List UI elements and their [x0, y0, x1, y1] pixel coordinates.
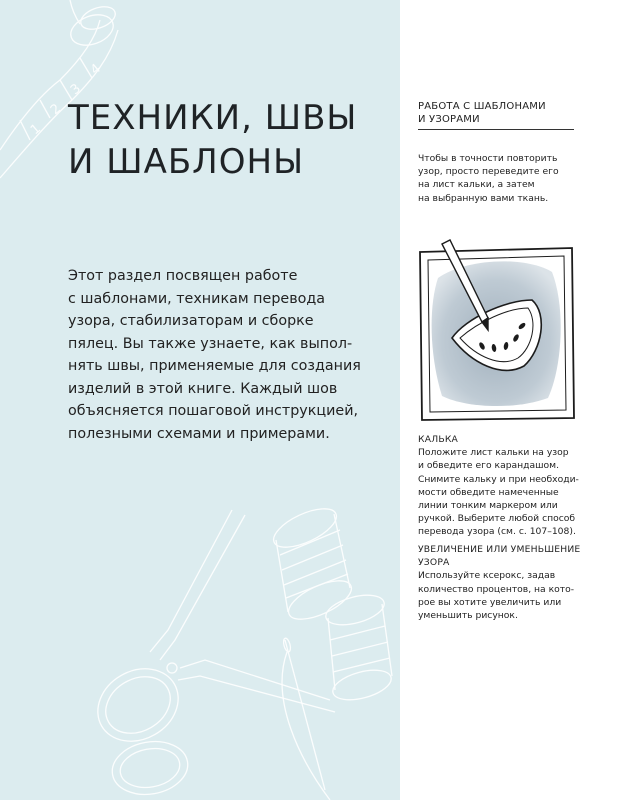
- intro-line: полезными схемами и примерами.: [68, 425, 330, 442]
- tracing-line: и обведите его карандашом.: [418, 460, 560, 472]
- tracing-line: перевода узора (см. с. 107–108).: [418, 526, 576, 538]
- scaling-line: количество процентов, на кото-: [418, 583, 575, 595]
- scaling-section: [418, 543, 580, 622]
- scaling-line: рое вы хотите увеличить или: [418, 596, 562, 608]
- intro-line: нять швы, применяемые для создания: [68, 358, 361, 374]
- intro-line: с шаблонами, техникам перевода: [68, 290, 326, 307]
- svg-text:1: 1: [27, 121, 44, 139]
- lead-line: на лист кальки, а затем: [418, 179, 535, 191]
- sidebar-heading: [418, 100, 574, 130]
- tracing-line: линии тонким маркером или: [418, 500, 558, 512]
- title-line: И ШАБЛОНЫ: [68, 142, 305, 182]
- sidebar-heading-line: РАБОТА С ШАБЛОНАМИ: [418, 101, 546, 112]
- tracing-line: ручкой. Выберите любой способ: [418, 513, 576, 525]
- page-title: [68, 96, 388, 184]
- tracing-line: мости обведите намеченные: [418, 486, 559, 498]
- scaling-line: Используйте ксерокс, задав: [418, 570, 556, 582]
- tracing-heading: КАЛЬКА: [418, 434, 459, 445]
- title-line: ТЕХНИКИ, ШВЫ: [68, 98, 358, 138]
- lead-line: на выбранную вами ткань.: [418, 192, 549, 204]
- intro-line: изделий в этой книге. Каждый шов: [68, 380, 338, 397]
- svg-text:4: 4: [87, 61, 104, 79]
- intro-line: узора, стабилизаторам и сборке: [68, 313, 314, 329]
- svg-text:2: 2: [47, 101, 64, 119]
- scaling-heading: УВЕЛИЧЕНИЕ ИЛИ УМЕНЬШЕНИЕ: [418, 544, 581, 555]
- needle-sketch: [282, 637, 330, 800]
- sidebar-lead: [418, 152, 559, 205]
- thread-spools-sketch: [268, 501, 394, 705]
- intro-line: Этот раздел посвящен работе: [68, 268, 298, 284]
- intro-line: объясняется пошаговой инструкцией,: [68, 403, 359, 419]
- traced-watermelon-illustration: [416, 238, 576, 424]
- lead-line: Чтобы в точности повторить: [418, 153, 558, 164]
- tracing-line: Положите лист кальки на узор: [418, 447, 569, 459]
- tracing-section: [418, 433, 579, 539]
- intro-paragraph: [68, 265, 368, 445]
- scissors-sketch: [85, 510, 335, 800]
- intro-line: пялец. Вы также узнаете, как выпол-: [68, 335, 353, 352]
- tracing-line: Снимите кальку и при необходи-: [418, 473, 579, 485]
- scaling-line: уменьшить рисунок.: [418, 610, 518, 622]
- sidebar-heading-line: И УЗОРАМИ: [418, 114, 480, 125]
- scaling-heading: УЗОРА: [418, 557, 450, 569]
- svg-text:3: 3: [67, 81, 84, 99]
- lead-line: узор, просто переведите его: [418, 166, 559, 178]
